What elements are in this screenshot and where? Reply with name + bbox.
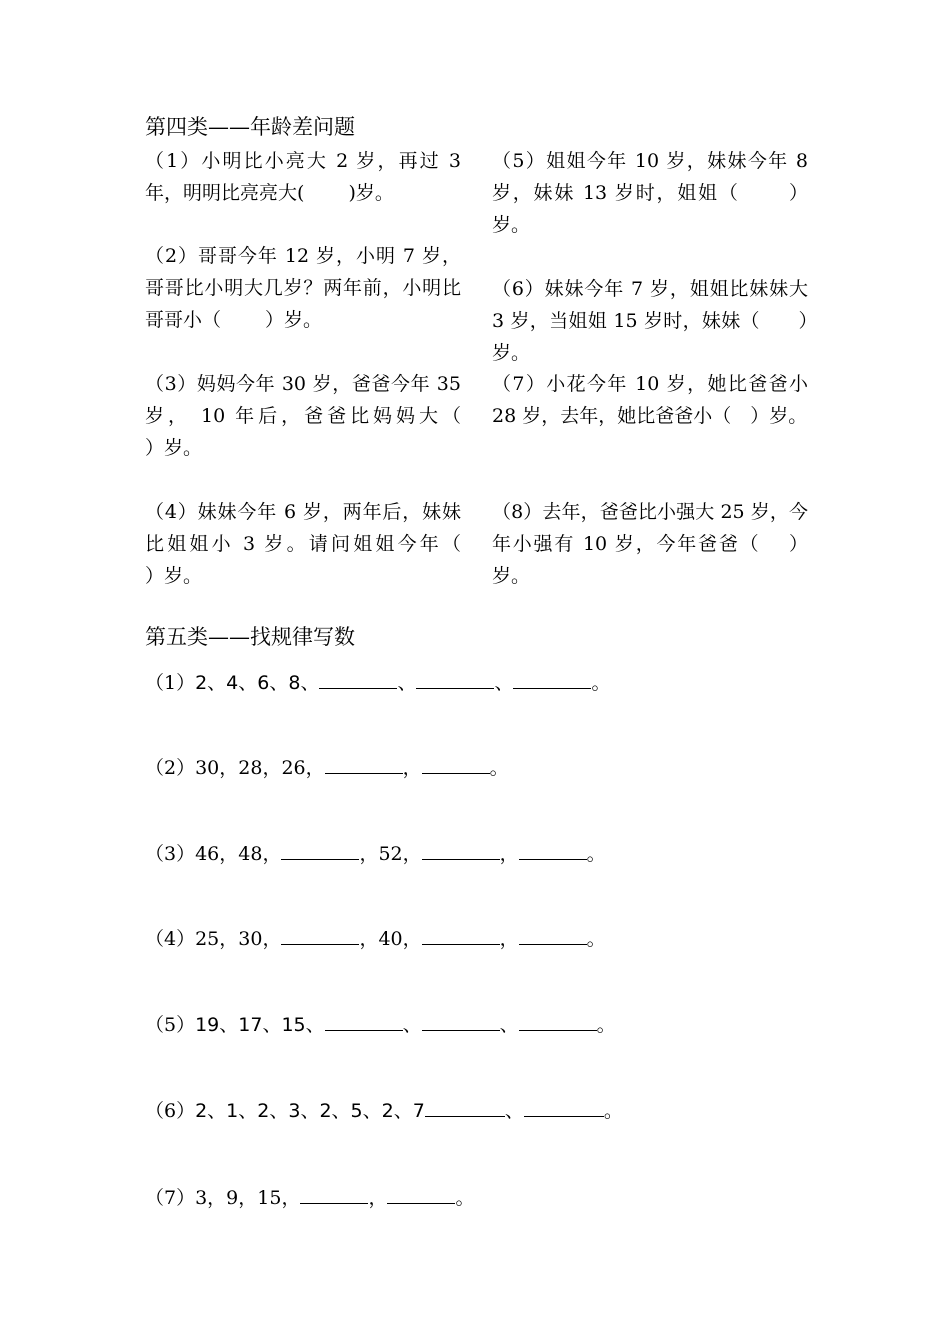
- answer-blank[interactable]: [281, 924, 359, 945]
- answer-blank[interactable]: [422, 1010, 500, 1031]
- pattern-question-5: （5）19、17、15、 、 、 。: [145, 1010, 616, 1038]
- answer-blank[interactable]: [325, 1010, 403, 1031]
- pattern-question-4: （4）25，30， ，40， ， 。: [145, 924, 606, 952]
- section-4-title: 第四类——年龄差问题: [145, 115, 355, 139]
- answer-blank[interactable]: [513, 668, 591, 689]
- age-question-5-text: 姐姐今年 10 岁，妹妹今年 8 岁，妹妹 13 岁时，姐姐（ ）岁。: [492, 150, 808, 236]
- age-question-4-text: 妹妹今年 6 岁，两年后，妹妹比姐姐小 3 岁。请问姐姐今年（ ）岁。: [145, 501, 506, 587]
- answer-blank[interactable]: [519, 839, 587, 860]
- age-question-8: （8）去年，爸爸比小强大 25 岁，今年小强有 10 岁，今年爸爸（ ）岁。: [492, 501, 808, 587]
- answer-blank[interactable]: [319, 668, 397, 689]
- pattern-question-2: （2）30，28，26， ， 。: [145, 753, 509, 781]
- answer-blank[interactable]: [416, 668, 494, 689]
- age-question-3: （3）妈妈今年 30 岁，爸爸今年 35 岁， 10 年后，爸爸比妈妈大（ ）岁。: [145, 373, 506, 459]
- answer-blank[interactable]: [519, 1010, 597, 1031]
- answer-blank[interactable]: [422, 839, 500, 860]
- age-question-7: （7）小花今年 10 岁，她比爸爸小 28 岁，去年，她比爸爸小（ ）岁。: [492, 373, 808, 427]
- answer-blank[interactable]: [325, 753, 403, 774]
- age-question-2: （2）哥哥今年 12 岁，小明 7 岁，哥哥比小明大几岁？两年前，小明比哥哥小（ ）岁。: [145, 245, 461, 331]
- age-question-1: （1）小明比小亮大 2 岁，再过 3 年，明明比亮亮大( )岁。: [145, 150, 461, 204]
- answer-blank[interactable]: [425, 1096, 505, 1117]
- age-question-2-text: 哥哥今年 12 岁，小明 7 岁，哥哥比小明大几岁？两年前，小明比哥哥小（ ）岁。: [145, 245, 461, 331]
- answer-blank[interactable]: [281, 839, 359, 860]
- pattern-question-6: （6）2、1、2、3、2、5、2、7 、 。: [145, 1096, 623, 1124]
- answer-blank[interactable]: [300, 1183, 368, 1204]
- age-question-1-text: 小明比小亮大 2 岁，再过 3 年，明明比亮亮大( )岁。: [145, 150, 461, 204]
- pattern-question-1: （1）2、4、6、8、 、 、 。: [145, 668, 611, 696]
- age-question-3-text: 妈妈今年 30 岁，爸爸今年 35 岁， 10 年后，爸爸比妈妈大（ ）岁。: [145, 373, 506, 459]
- answer-blank[interactable]: [422, 924, 500, 945]
- section-5-title: 第五类——找规律写数: [145, 625, 355, 649]
- age-question-6: （6）妹妹今年 7 岁，姐姐比妹妹大 3 岁，当姐姐 15 岁时，妹妹（ ）岁。: [492, 278, 808, 364]
- age-question-6-text: 妹妹今年 7 岁，姐姐比妹妹大 3 岁，当姐姐 15 岁时，妹妹（ ）岁。: [492, 278, 808, 364]
- age-question-5: （5）姐姐今年 10 岁，妹妹今年 8 岁，妹妹 13 岁时，姐姐（ ）岁。: [492, 150, 808, 236]
- age-question-7-text: 小花今年 10 岁，她比爸爸小 28 岁，去年，她比爸爸小（ ）岁。: [492, 373, 808, 427]
- age-question-4: （4）妹妹今年 6 岁，两年后，妹妹比姐姐小 3 岁。请问姐姐今年（ ）岁。: [145, 501, 506, 587]
- answer-blank[interactable]: [422, 753, 490, 774]
- answer-blank[interactable]: [387, 1183, 455, 1204]
- answer-blank[interactable]: [524, 1096, 604, 1117]
- answer-blank[interactable]: [519, 924, 587, 945]
- pattern-question-3: （3）46，48， ，52， ， 。: [145, 839, 606, 867]
- age-question-8-text: 去年，爸爸比小强大 25 岁，今年小强有 10 岁，今年爸爸（ ）岁。: [492, 501, 808, 587]
- pattern-question-7: （7）3，9，15， ， 。: [145, 1183, 474, 1211]
